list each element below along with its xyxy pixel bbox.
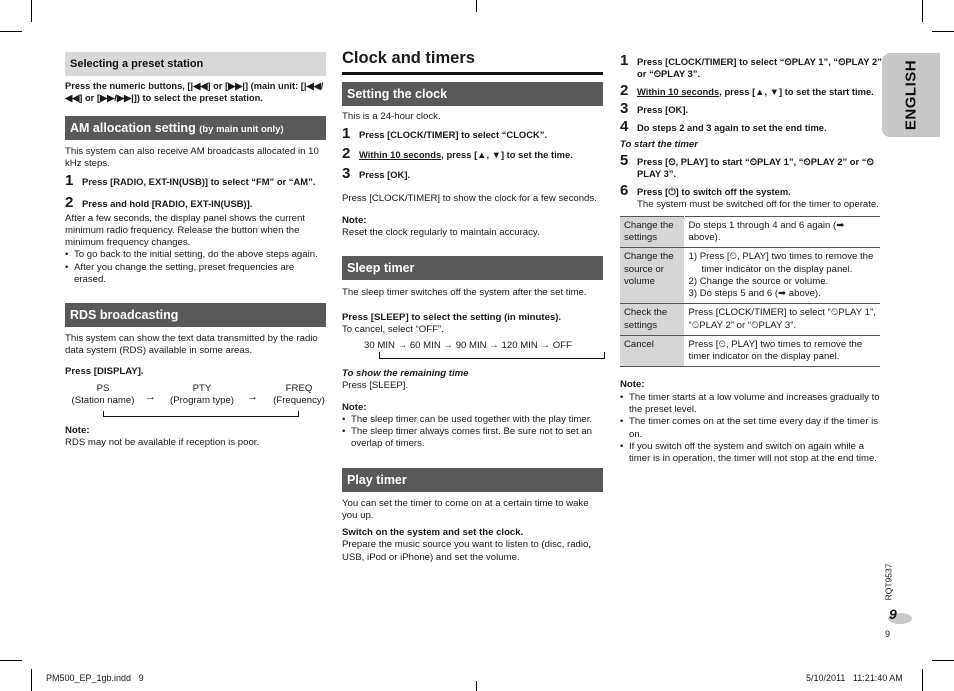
list-item: • The sleep timer always comes first. Be sure not to set an overlap of timers.	[342, 426, 603, 451]
step-text-rest: , press [▲, ▼] to set the time.	[441, 149, 573, 161]
step-number: 1	[620, 52, 629, 69]
timer-step-1-text: Press [CLOCK/TIMER] to select “⏲PLAY 1”, “⏲PLAY 2” or “⏲PLAY 3”.	[637, 56, 882, 80]
numbered-item: 2) Change the source or volume.	[688, 275, 829, 287]
am-header	[65, 116, 326, 140]
start-timer-title: To start the timer	[620, 139, 699, 151]
clock-step-2	[342, 146, 603, 161]
clock-note-label: Note:	[342, 214, 367, 226]
clock-intro: This is a 24-hour clock.	[342, 111, 441, 123]
sleep-notes	[342, 414, 603, 451]
rds-header: RDS broadcasting	[65, 303, 326, 327]
am-step-1-text: Press [RADIO, EXT-IN(USB)] to select “FM” or “AM”.	[82, 175, 316, 187]
am-step-1	[65, 173, 326, 188]
timer-step-3	[620, 101, 882, 116]
timer-step-5-text: Press [⏲, PLAY] to start “⏲PLAY 1”, “⏲PLAY 2” or “⏲PLAY 3”.	[637, 156, 874, 180]
timer-notes	[620, 392, 882, 466]
page-number: 9	[889, 606, 897, 622]
step-number: 6	[620, 182, 629, 200]
crop-mark	[922, 669, 923, 691]
crop-mark	[922, 0, 923, 22]
crop-mark	[0, 660, 22, 661]
timer-step-6-text: Press [⏻] to switch off the system.	[637, 186, 791, 198]
clock-note: Reset the clock regularly to maintain accuracy.	[342, 227, 540, 238]
flow-desc: (Station name)	[71, 395, 135, 407]
table-cell-key: Change the settings	[620, 216, 684, 248]
flow-code: PS	[96, 383, 110, 394]
page-number-badge	[884, 607, 912, 624]
timer-step-1	[620, 53, 882, 80]
table-cell-key: Change the source or volume	[620, 248, 684, 304]
crop-mark	[0, 31, 22, 32]
timer-step-5	[620, 153, 882, 180]
step-number: 1	[342, 125, 351, 143]
play-header: Play timer	[342, 468, 603, 492]
play-intro: You can set the timer to come on at a certain time to wake you up.	[342, 497, 589, 521]
setting-clock-header: Setting the clock	[342, 82, 603, 106]
document-code-text: RQT9537	[883, 563, 894, 601]
timer-step-3-text: Press [OK].	[637, 104, 689, 116]
table-cell-value: Press [⏲, PLAY] two times to remove the timer indicator on the display panel.	[684, 335, 880, 367]
rds-flow	[65, 383, 326, 421]
clock-step-1	[342, 126, 603, 141]
list-item: • The timer comes on at the set time every day if the timer is on.	[620, 416, 882, 441]
rds-intro: This system can show the text data transmitted by the radio data system (RDS) available in some areas.	[65, 333, 318, 357]
crop-mark	[31, 0, 32, 22]
timer-step-2-text	[637, 83, 874, 98]
timer-step-4-text: Do steps 2 and 3 again to set the end time.	[637, 122, 827, 134]
list-item: • After you change the setting, preset frequencies are erased.	[65, 262, 326, 287]
underlined-text: Within 10 seconds	[637, 86, 720, 98]
flow-arrow: →	[247, 391, 258, 403]
timer-step-6	[620, 183, 882, 210]
table-cell-key: Check the settings	[620, 304, 684, 336]
play-switch: Switch on the system and set the clock.	[342, 527, 524, 539]
right-column	[620, 53, 882, 465]
sleep-cancel: To cancel, select “OFF”.	[342, 323, 444, 335]
clock-show: Press [CLOCK/TIMER] to show the clock for a few seconds.	[342, 193, 597, 205]
crop-mark	[932, 660, 954, 661]
list-item: • If you switch off the system and switch on again while a timer is in operation, the timer will not stop at the end time.	[620, 441, 882, 466]
page-title: Clock and timers	[342, 49, 475, 67]
am-bullets	[65, 249, 326, 286]
am-intro: This system can also receive AM broadcasts allocated in 10 kHz steps.	[65, 146, 319, 170]
flow-desc: (Frequency)	[273, 395, 325, 407]
numbered-item: 1) Press [⏲, PLAY] two times to remove the timer indicator on the display panel.	[688, 251, 874, 275]
preset-instruction: Press the numeric buttons, [|◀◀] or [▶▶|] (main unit: [|◀◀/◀◀] or [▶▶/▶▶|]) to select the preset station.	[65, 81, 324, 103]
left-column	[65, 52, 326, 450]
step-text-rest: , press [▲, ▼] to set the start time.	[719, 86, 874, 98]
step-number: 3	[342, 165, 351, 183]
timer-note-label: Note:	[620, 379, 645, 391]
list-item: • The timer starts at a low volume and increases gradually to the preset level.	[620, 392, 882, 417]
step-number: 2	[65, 193, 74, 211]
list-item: • The sleep timer can be used together with the play timer.	[342, 414, 603, 426]
play-prepare: Prepare the music source you want to listen to (disc, radio, USB, iPod or iPhone) and set the volume.	[342, 539, 592, 563]
table-row	[620, 248, 880, 304]
preset-header: Selecting a preset station	[65, 52, 326, 76]
clock-step-2-text	[359, 146, 573, 161]
table-cell-value	[684, 248, 880, 304]
am-after: After a few seconds, the display panel shows the current minimum radio frequency. Release the button when the minimum frequency changes.	[65, 212, 305, 249]
footer-left: PM500_EP_1gb.indd 9	[46, 673, 144, 683]
timer-step-2	[620, 83, 882, 98]
footer-right: 5/10/2011 11:21:40 AM	[806, 673, 903, 683]
am-header-sub: (by main unit only)	[199, 123, 284, 135]
document-code	[878, 560, 900, 604]
rds-note-label: Note:	[65, 425, 90, 436]
list-item: • To go back to the initial setting, do the above steps again.	[65, 249, 326, 261]
step-number: 2	[620, 82, 629, 100]
am-header-title: AM allocation setting	[70, 120, 196, 135]
step-number: 3	[620, 100, 629, 118]
table-row	[620, 216, 880, 248]
timer-step-6-sub: The system must be switched off for the timer to operate.	[637, 198, 879, 210]
clock-step-3	[342, 166, 603, 181]
timer-step-4	[620, 119, 882, 134]
sleep-cycle	[342, 340, 603, 362]
rds-note: RDS may not be available if reception is poor.	[65, 437, 260, 449]
step-number: 1	[65, 171, 74, 189]
language-tab-label: ENGLISH	[902, 59, 920, 131]
middle-column	[342, 48, 603, 564]
step-number: 4	[620, 118, 629, 136]
crop-mark	[932, 31, 954, 32]
am-step-2-text: Press and hold [RADIO, EXT-IN(USB)].	[82, 197, 253, 209]
sleep-remaining: Press [SLEEP].	[342, 380, 409, 392]
sleep-remaining-title: To show the remaining time	[342, 368, 469, 380]
crop-mark	[31, 669, 32, 691]
crop-mark	[476, 681, 477, 691]
table-cell-key: Cancel	[620, 335, 684, 367]
numbered-item: 3) Do steps 5 and 6 (➡ above).	[688, 288, 821, 300]
flow-code: PTY	[192, 383, 212, 394]
sleep-header: Sleep timer	[342, 256, 603, 280]
language-tab	[882, 53, 940, 137]
sleep-press: Press [SLEEP] to select the setting (in minutes).	[342, 311, 562, 323]
sleep-intro: The sleep timer switches off the system after the set time.	[342, 287, 587, 299]
sleep-note-label: Note:	[342, 401, 367, 413]
flow-code: FREQ	[285, 383, 313, 394]
am-step-2	[65, 195, 326, 210]
clock-step-1-text: Press [CLOCK/TIMER] to select “CLOCK”.	[359, 129, 548, 141]
step-number: 2	[342, 145, 351, 163]
flow-arrow: →	[145, 391, 156, 403]
cycle-return-line	[379, 352, 605, 359]
timer-table	[620, 216, 880, 368]
rds-flow-ps	[65, 383, 141, 408]
timer-step-6-body	[637, 183, 879, 210]
step-number: 5	[620, 152, 629, 170]
table-row	[620, 304, 880, 336]
title-rule	[342, 72, 603, 75]
page-number-small: 9	[885, 629, 891, 639]
flow-desc: (Program type)	[170, 395, 234, 407]
sleep-cycle-text: 30 MIN → 60 MIN → 90 MIN → 120 MIN → OFF	[364, 340, 572, 352]
flow-return-line	[103, 411, 299, 417]
rds-press: Press [DISPLAY].	[65, 365, 144, 377]
table-row	[620, 335, 880, 367]
table-cell-value: Do steps 1 through 4 and 6 again (➡ above).	[684, 216, 880, 248]
underlined-text: Within 10 seconds	[359, 149, 442, 161]
clock-step-3-text: Press [OK].	[359, 169, 411, 181]
crop-mark	[476, 0, 477, 12]
table-cell-value: Press [CLOCK/TIMER] to select “⏲PLAY 1”, “⏲PLAY 2” or “⏲PLAY 3”.	[684, 304, 880, 336]
rds-flow-pty	[163, 383, 241, 408]
rds-flow-freq	[263, 383, 335, 408]
